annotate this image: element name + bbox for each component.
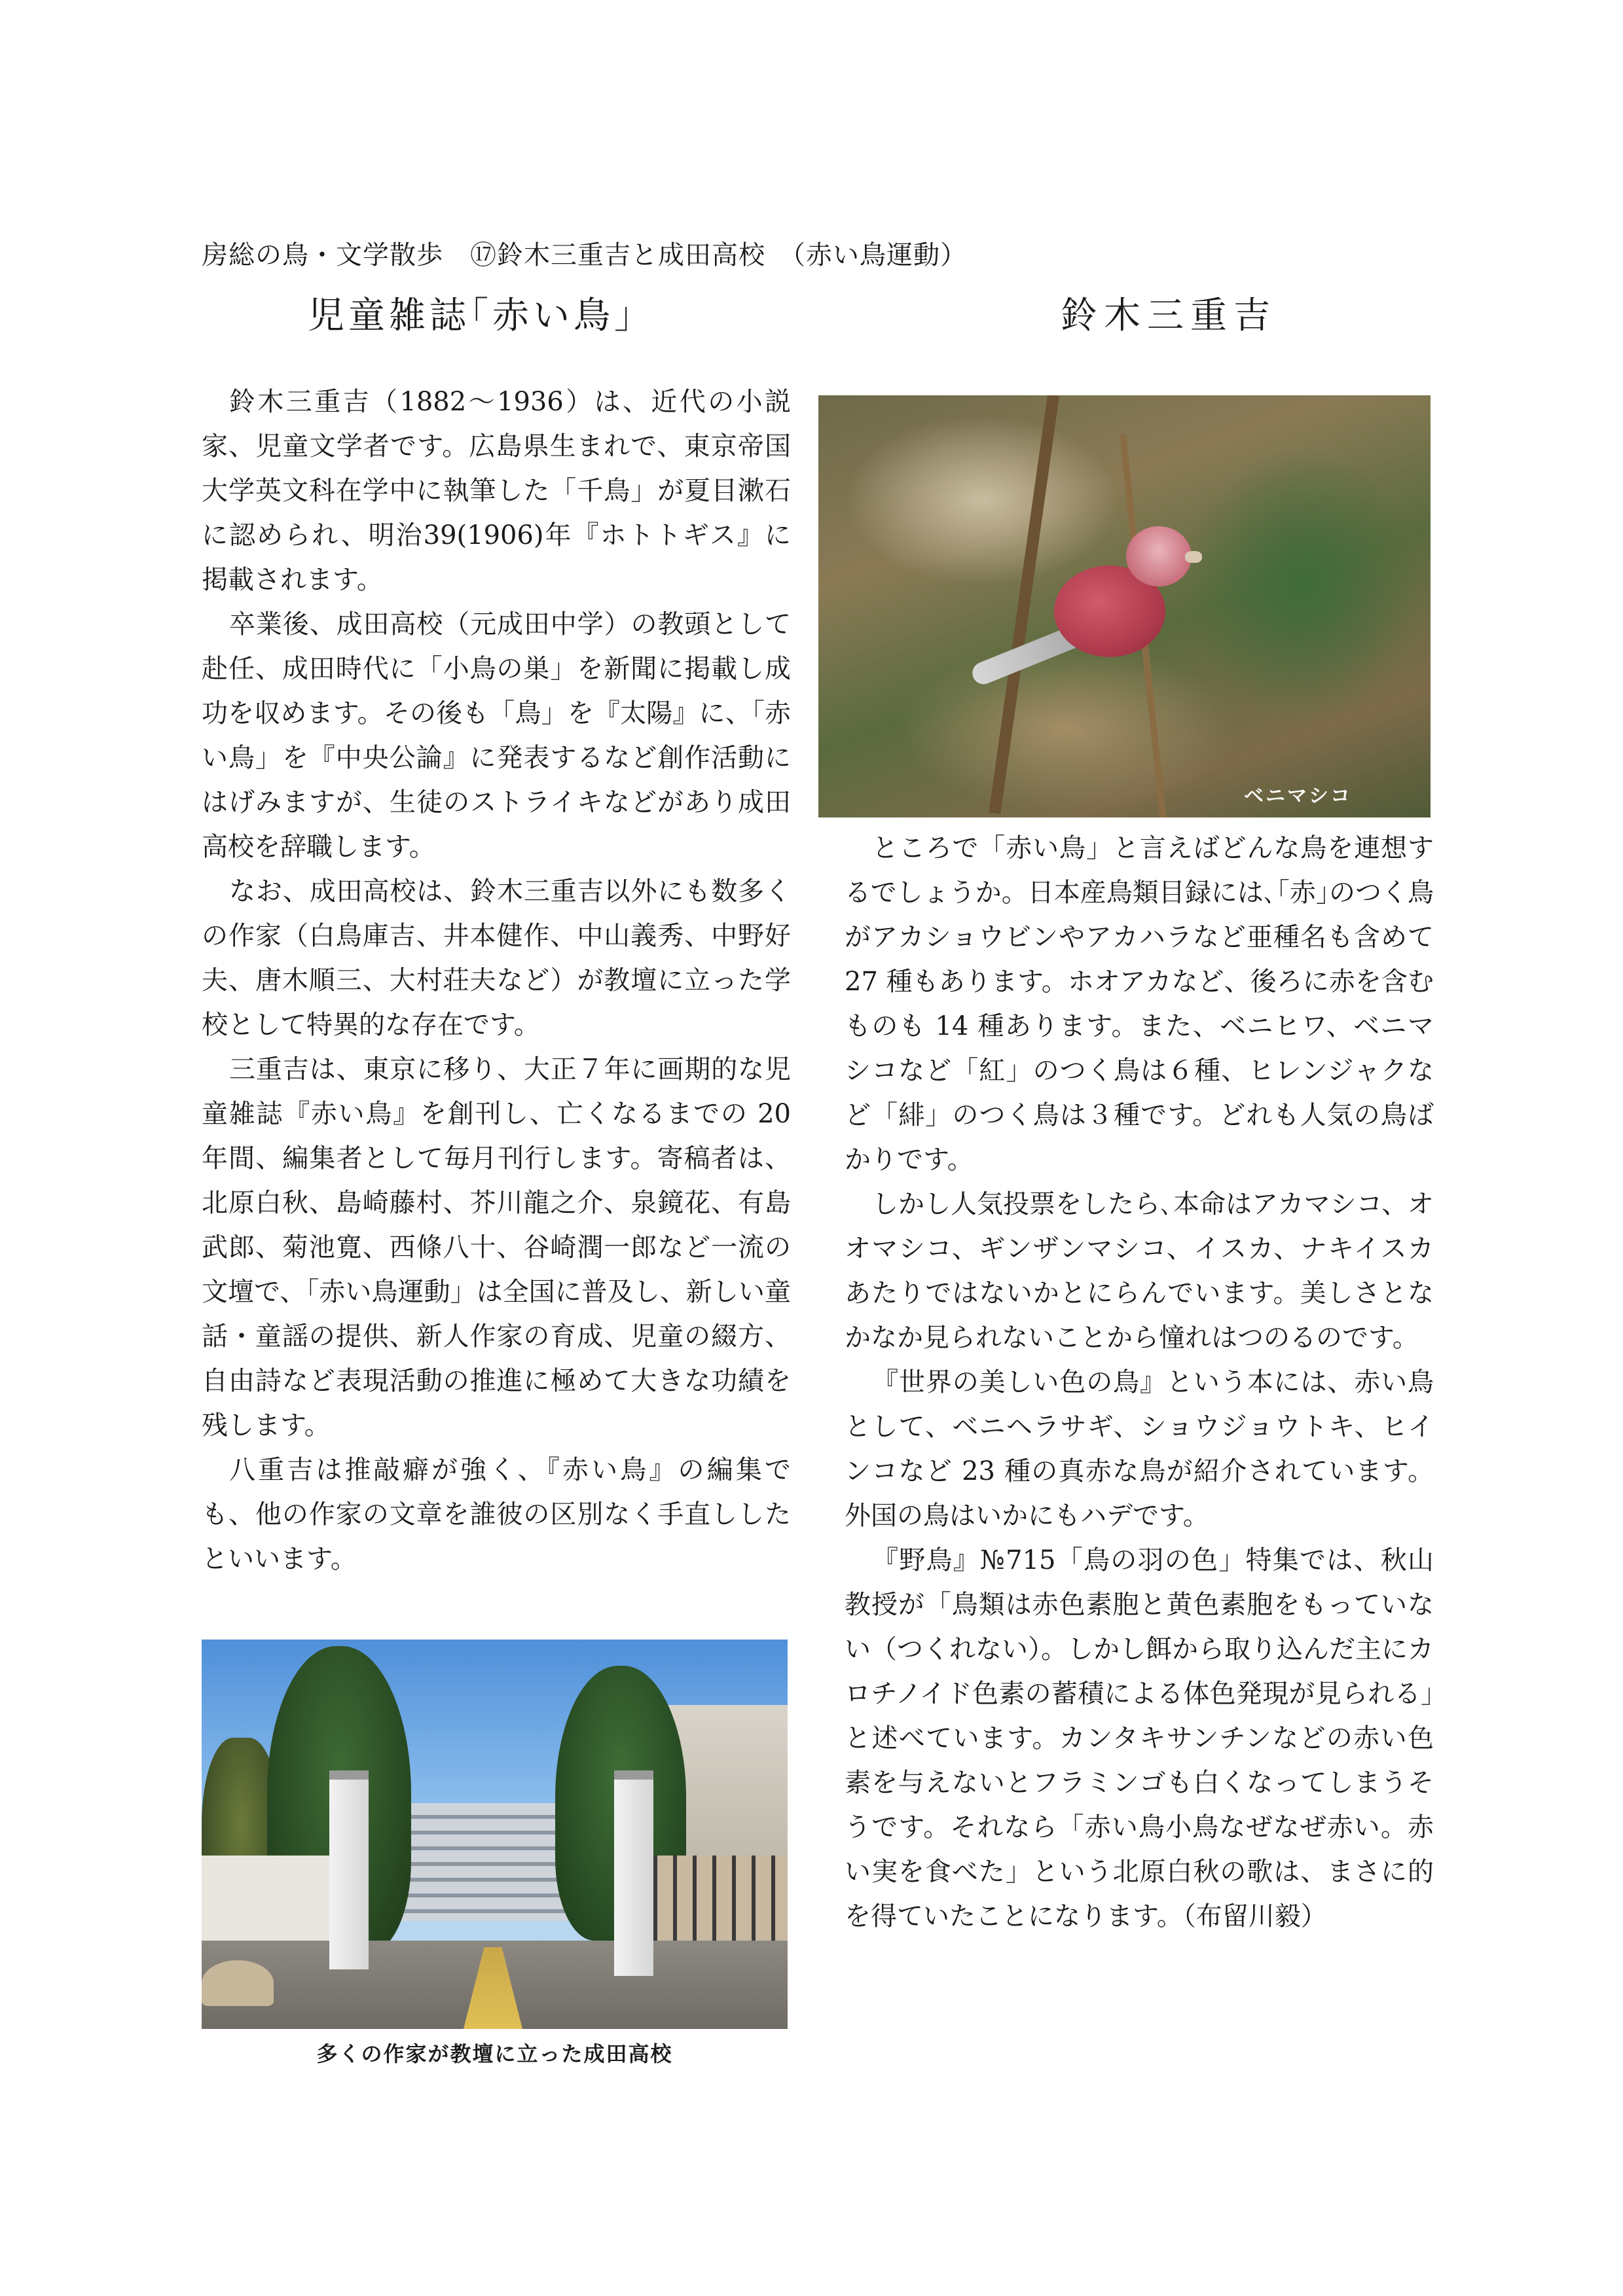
left-paragraph: 卒業後、成田高校（元成田中学）の教頭として赴任、成田時代に「小鳥の巣」を新聞に掲載し成功を収めます。その後も「鳥」を『太陽』に、「赤い鳥」を『中央公論』に発表するなど創作活動にはげみますが、生徒のストライキなどがあり成田高校を辞職します。 — [202, 609, 791, 862]
school-photo-caption: 多くの作家が教壇に立った成田高校 — [316, 2041, 673, 2066]
left-paragraph: 三重吉は、東京に移り、大正７年に画期的な児童雑誌『赤い鳥』を創刊し、亡くなるまでの 20 年間、編集者として毎月刊行します。寄稿者は、北原白秋、島崎藤村、芥川龍之介、泉鏡花、有島武郎、菊池寛、西條八十、谷崎潤一郎など一流の文壇で、「赤い鳥運動」は全国に普及し、新しい童話・童謡の提供、新人作家の育成、児童の綴方、自由詩など表現活動の推進に極めて大きな功績を残します。 — [202, 1054, 791, 1441]
gate-wall — [202, 1856, 329, 1947]
right-paragraph: 『世界の美しい色の鳥』という本には、赤い鳥として、ベニヘラサギ、ショウジョウトキ、ヒインコなど 23 種の真赤な鳥が紹介されています。外国の鳥はいかにもハデです。 — [845, 1367, 1434, 1531]
school-gate-photo — [202, 1640, 788, 2029]
gate-pillar — [329, 1770, 369, 1969]
bird-photo — [818, 395, 1431, 817]
right-paragraph: しかし人気投票をしたら､本命はアカマシコ、オオマシコ、ギンザンマシコ、イスカ、ナキイスカあたりではないかとにらんでいます。美しさとなかなか見られないことから憧れはつのるのです。 — [845, 1189, 1434, 1353]
right-paragraph: ところで「赤い鳥」と言えばどんな鳥を連想するでしょうか。日本産鳥類目録には､｢赤｣のつく鳥がアカショウビンやアカハラなど亜種名も含めて 27 種もあります。ホオアカなど、後ろに赤を含むものも 14 種あります。また、ベニヒワ、ベニマシコなど「紅」のつく鳥は６種、ヒレンジャクなど「緋」のつく鳥は３種です。どれも人気の鳥ばかりです。 — [845, 833, 1434, 1175]
right-paragraph: 『野鳥』№715「鳥の羽の色」特集では、秋山教授が「鳥類は赤色素胞と黄色素胞をもっていない（つくれない）。しかし餌から取り込んだ主にカロチノイド色素の蓄積による体色発現が見られる」と述べています。カンタキサンチンなどの赤い色素を与えないとフラミンゴも白くなってしまうそうです。それなら「赤い鳥小鳥なぜなぜ赤い。赤い実を食べた」という北原白秋の歌は、まさに的を得ていたことになります。（布留川毅） — [845, 1545, 1434, 1931]
right-column-text — [845, 826, 1434, 1939]
title-author: 鈴木三重吉 — [1061, 295, 1277, 337]
left-column-text — [202, 380, 791, 1581]
gate-fence — [653, 1856, 788, 1954]
gate-pillar — [614, 1770, 653, 1976]
bird-beak — [1185, 551, 1202, 563]
school-building — [398, 1803, 568, 1921]
bird-head — [1126, 526, 1192, 586]
left-paragraph: 鈴木三重吉（1882～1936）は、近代の小説家、児童文学者です。広島県生まれで、東京帝国大学英文科在学中に執筆した「千鳥」が夏目漱石に認められ、明治39(1906)年『ホトトギス』に掲載されます。 — [202, 387, 791, 595]
series-heading: 房総の鳥・文学散歩 ⑰鈴木三重吉と成田高校 （赤い鳥運動） — [202, 240, 967, 270]
hedge — [202, 1960, 274, 2006]
title-magazine: 児童雑誌｢赤い鳥｣ — [308, 295, 636, 337]
photo-background-blur — [897, 644, 1237, 814]
photo-background-blur — [845, 415, 1120, 585]
left-paragraph: 八重吉は推敲癖が強く、『赤い鳥』の編集でも、他の作家の文章を誰彼の区別なく手直ししたといいます。 — [202, 1455, 791, 1574]
left-paragraph: なお、成田高校は、鈴木三重吉以外にも数多くの作家（白鳥庫吉、井本健作、中山義秀、中野好夫、唐木順三、大村荘夫など）が教壇に立った学校として特異的な存在です。 — [202, 876, 791, 1040]
bird-photo-caption: ベニマシコ — [1244, 785, 1352, 808]
